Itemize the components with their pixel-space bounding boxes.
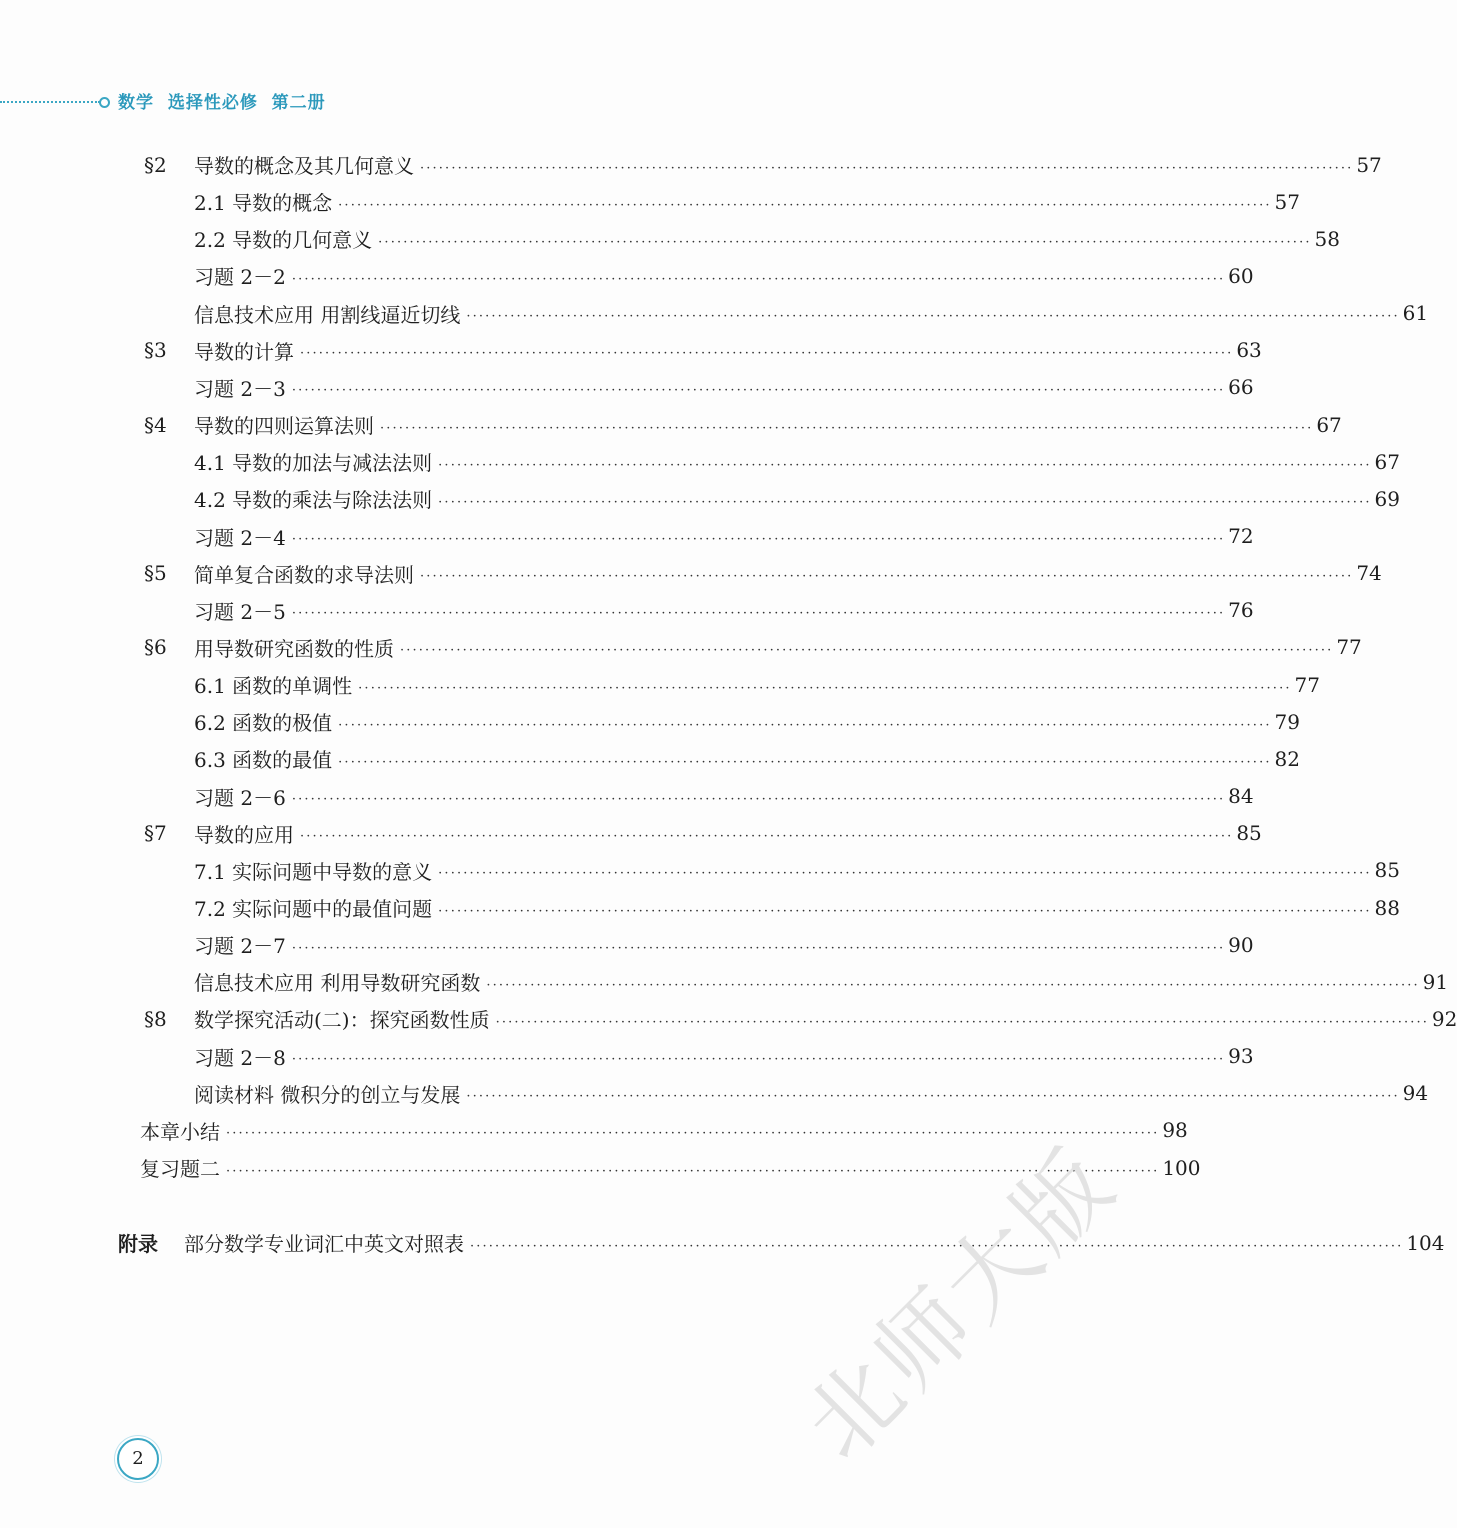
entry-title: 导数的应用 [194,822,294,847]
entry-title: 2.1 导数的概念 [194,191,333,216]
toc-entry[interactable] [0,1112,1188,1149]
entry-page: 92 [1431,1006,1457,1031]
dot-leader [400,635,1330,659]
toc-entry[interactable] [0,889,1400,926]
entry-page: 88 [1374,895,1400,920]
dot-leader [338,190,1268,214]
entry-page: 57 [1274,189,1300,214]
entry-title: 6.3 函数的最值 [194,748,333,773]
dot-leader [438,858,1368,882]
entry-title: 习题 2－4 [194,525,286,550]
toc-entry[interactable] [0,146,1382,183]
toc-entry[interactable] [0,815,1262,852]
entry-title: 简单复合函数的求导法则 [194,562,414,587]
entry-title: 信息技术应用 用割线逼近切线 [194,302,461,327]
entry-title: 习题 2－2 [194,265,286,290]
toc-entry[interactable] [0,369,1254,406]
publisher-watermark: 北师大版 [784,1126,1137,1480]
toc-entry[interactable] [0,592,1254,629]
toc-entry[interactable] [0,406,1342,443]
dot-leader [292,598,1222,622]
header-circle-icon [99,97,110,108]
entry-page: 98 [1162,1118,1188,1143]
entry-title: 阅读材料 微积分的创立与发展 [194,1082,461,1107]
entry-title: 4.2 导数的乘法与除法法则 [194,488,433,513]
toc-entry[interactable] [0,555,1382,592]
toc-entry[interactable] [0,852,1400,889]
entry-page: 72 [1228,524,1254,548]
dot-leader [300,821,1230,845]
dot-leader [486,970,1416,994]
entry-page: 60 [1228,263,1254,288]
entry-title: 7.2 实际问题中的最值问题 [194,897,433,921]
dot-leader [496,1007,1426,1031]
appendix-page: 104 [1406,1230,1445,1255]
dot-leader [466,1081,1396,1105]
entry-title: 习题 2－5 [194,599,286,624]
dot-leader [292,375,1222,399]
toc-entry[interactable] [0,1000,1457,1037]
dot-leader [466,301,1396,325]
entry-title: 6.2 函数的极值 [194,711,333,736]
dot-leader [438,487,1368,511]
entry-page: 63 [1236,338,1262,363]
dot-leader [338,747,1268,771]
entry-title: 7.1 实际问题中导数的意义 [194,859,433,884]
dot-leader [292,1044,1222,1068]
toc-entry[interactable] [0,740,1300,777]
dot-leader [292,524,1222,548]
entry-page: 91 [1422,969,1449,994]
entry-title: 导数的计算 [194,339,294,364]
entry-title: 6.1 函数的单调性 [194,674,353,699]
toc-entry[interactable] [0,778,1254,815]
running-header [0,88,600,118]
entry-title: 习题 2－3 [194,376,286,401]
entry-page: 57 [1356,152,1382,177]
entry-page: 94 [1402,1081,1429,1106]
entry-title: 习题 2－6 [194,785,286,810]
dot-leader [438,450,1368,474]
toc-entry[interactable] [0,332,1262,369]
entry-page: 77 [1336,635,1362,660]
toc-entry[interactable] [0,1075,1429,1112]
entry-page: 85 [1374,858,1400,883]
entry-page: 100 [1162,1155,1201,1180]
entry-title: 习题 2－7 [194,934,286,959]
entry-page: 76 [1228,598,1254,623]
section-number: §8 [144,1006,167,1031]
entry-page: 79 [1274,709,1300,734]
toc-entry[interactable] [0,295,1429,332]
entry-page: 77 [1294,672,1320,697]
toc-entry[interactable] [0,629,1362,666]
entry-page: 84 [1228,784,1254,809]
entry-title: 本章小结 [140,1119,220,1144]
entry-page: 85 [1236,821,1262,846]
dot-leader [300,338,1230,362]
entry-page: 69 [1374,486,1400,511]
entry-title: 数学探究活动(二)：探究函数性质 [194,1008,490,1033]
entry-page: 93 [1228,1044,1254,1069]
entry-page: 67 [1316,412,1342,437]
toc-entry[interactable] [0,220,1340,257]
dot-leader [380,413,1310,437]
toc-entry[interactable] [0,1149,1201,1186]
dot-leader [292,784,1222,808]
toc-entry[interactable] [0,443,1400,480]
section-number: §2 [144,152,167,177]
entry-title: 4.1 导数的加法与减法法则 [194,451,433,476]
toc-entry[interactable] [0,1038,1254,1075]
section-number: §7 [144,821,167,846]
dot-leader [292,933,1222,957]
dot-leader [338,710,1268,734]
entry-title: 2.2 导数的几何意义 [194,228,373,253]
dot-leader [420,153,1350,177]
entry-title: 习题 2－8 [194,1045,286,1070]
dot-leader [226,1118,1156,1142]
dot-leader [358,673,1288,697]
toc-entry[interactable] [0,480,1400,517]
toc-entry[interactable] [0,926,1254,963]
entry-title: 用导数研究函数的性质 [194,636,394,661]
book-title: 数学 选择性必修 第二册 [118,93,326,113]
dot-leader [438,896,1368,920]
page-number: 2 [117,1438,159,1480]
toc-entry[interactable] [0,183,1300,220]
appendix-label: 附录 [118,1232,158,1256]
dot-leader [292,264,1222,288]
entry-page: 66 [1228,375,1254,400]
toc-entry[interactable] [0,666,1320,703]
toc-entry[interactable] [0,518,1254,555]
section-number: §6 [144,635,167,660]
entry-page: 58 [1314,226,1340,251]
header-dotted-rule [0,101,100,103]
entry-page: 61 [1402,301,1429,326]
toc-entry[interactable] [0,703,1300,740]
section-number: §5 [144,561,167,586]
entry-title: 复习题二 [140,1157,220,1182]
entry-page: 74 [1356,561,1382,586]
toc-entry[interactable] [0,257,1254,294]
entry-page: 67 [1374,449,1400,474]
toc-entry[interactable] [0,963,1449,1000]
section-number: §3 [144,338,167,363]
entry-title: 导数的四则运算法则 [194,414,374,439]
entry-title: 信息技术应用 利用导数研究函数 [194,971,481,996]
entry-page: 90 [1228,932,1254,957]
entry-title: 导数的概念及其几何意义 [194,154,414,178]
dot-leader [420,561,1350,585]
entry-page: 82 [1274,746,1300,771]
section-number: §4 [144,412,167,437]
appendix-title: 部分数学专业词汇中英文对照表 [184,1232,464,1256]
dot-leader [378,227,1308,251]
